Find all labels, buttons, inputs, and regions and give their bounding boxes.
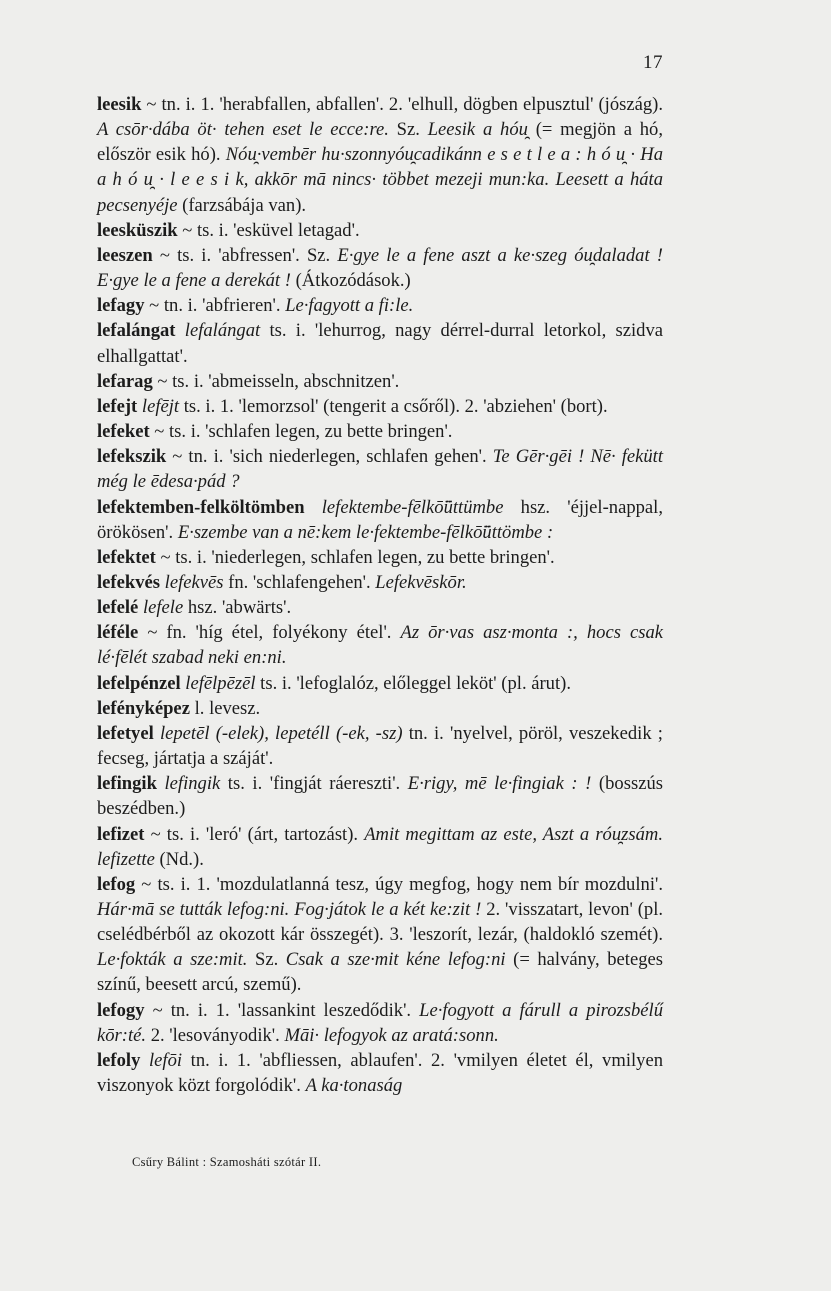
example-text: E·szembe van a nē:kem le·fektembe-fēlkō̈üttömbe : bbox=[177, 521, 554, 543]
headword: lefarag bbox=[97, 370, 153, 392]
headword: lefingik bbox=[97, 773, 157, 795]
example-text: Le·fagyott a fi:le. bbox=[285, 295, 414, 317]
definition-text: (bosszús beszédben.) bbox=[97, 773, 663, 820]
definition-text: ~ tn. i. 'sich niederlegen, schlafen gehen'. bbox=[166, 446, 493, 468]
definition-text: 2. 'lesoványodik'. bbox=[146, 1024, 285, 1046]
definition-text: ~ ts. i. 1. 'mozdulatlanná tesz, úgy megfog, hogy nem bír mozdulni'. bbox=[135, 873, 663, 895]
example-text: Az ōr·vas asz·monta :, hocs csak lé·fēlét szabad neki en:ni. bbox=[97, 622, 663, 669]
example-text: A ka·tonaság bbox=[305, 1075, 403, 1097]
dictionary-entry bbox=[97, 394, 663, 419]
example-text: E·rigy, mē le·fingiak : ! bbox=[407, 773, 592, 795]
headword: lefalángat bbox=[97, 320, 176, 342]
definition-text: ts. i. 'lehurrog, nagy dérrel-durral letorkol, szidva elhallgattat'. bbox=[97, 320, 663, 367]
headword: lefelpénzel bbox=[97, 672, 181, 694]
example-text: Nóu̯·vembēr hu·szonnyóu̯cadikánn e s e t l e a : h ó u̯ · Ha a h ó u̯ · l e e s i k, akkōr mā nincs· többet mezeji mun:ka. Leesett a háta pecsenyéje bbox=[97, 144, 663, 216]
headword: leesik bbox=[97, 94, 142, 115]
headword: lefeket bbox=[97, 421, 150, 443]
headword: léféle bbox=[97, 622, 139, 644]
dictionary-entry bbox=[97, 92, 663, 218]
definition-text: (Átkozódások.) bbox=[290, 270, 411, 292]
example-text: Hár·mā se tutták lefog:ni. Fog·játok le a két ke:zit ! bbox=[97, 899, 482, 920]
headword: lefelé bbox=[97, 597, 139, 619]
dictionary-entry bbox=[97, 545, 663, 570]
example-text: A csōr·dába öt· tehen eset le ecce:re. bbox=[97, 119, 389, 141]
definition-text: (= megjön a hó, először esik hó). bbox=[97, 119, 663, 166]
definition-text: ts. i. 'fingját ráereszti'. bbox=[220, 773, 408, 795]
definition-text: Sz. bbox=[247, 949, 286, 971]
dictionary-entry bbox=[97, 998, 663, 1048]
definition-text: hsz. 'abwärts'. bbox=[183, 597, 292, 619]
dictionary-entry bbox=[97, 570, 663, 595]
dictionary-entry bbox=[97, 1048, 663, 1098]
definition-text: ~ ts. i. 'abfressen'. Sz. bbox=[152, 244, 338, 266]
example-text: Leesik a hóu̯ bbox=[427, 119, 528, 141]
definition-text: ~ tn. i. 1. 'herabfallen, abfallen'. 2. 'elhull, dögben elpusztul' (jószág). bbox=[141, 94, 663, 115]
definition-text: (farzsábája van). bbox=[177, 194, 307, 216]
definition-text: ~ ts. i. 'niederlegen, schlafen legen, zu bette bringen'. bbox=[155, 546, 555, 568]
definition-text bbox=[140, 1050, 149, 1071]
definition-text: ~ ts. i. 'leró' (árt, tartozást). bbox=[144, 823, 365, 845]
example-text: Te Gēr·gēi ! Nē· fekütt még le ēdesa·pád ? bbox=[97, 446, 664, 493]
definition-text: l. levesz. bbox=[189, 697, 261, 719]
example-text: lefingik bbox=[164, 773, 221, 795]
headword: leesküszik bbox=[97, 219, 178, 241]
definition-text: ~ ts. i. 'abmeisseln, abschnitzen'. bbox=[152, 370, 400, 392]
example-text: lefektembe-fēlkō̈üttümbe bbox=[321, 496, 504, 518]
definition-text: ts. i. 'lefoglalóz, előleggel leköt' (pl. árut). bbox=[255, 672, 571, 694]
definition-text: (= halvány, beteges színű, beesett arcú, szemű). bbox=[97, 949, 663, 996]
definition-text: ~ tn. i. 1. 'lassankint leszedődik'. bbox=[144, 999, 420, 1021]
dictionary-entry bbox=[97, 771, 663, 821]
example-text: lepetēl (-elek), lepetéll (-ek, -sz) bbox=[159, 722, 403, 744]
definition-text bbox=[176, 320, 185, 341]
definition-text: tn. i. 1. 'abfliessen, ablaufen'. 2. 'vmilyen életet él, vmilyen viszonyok közt forgolódik'. bbox=[97, 1049, 663, 1097]
example-text: Csak a sze·mit kéne lefog:ni bbox=[285, 949, 506, 971]
headword: lefetyel bbox=[97, 722, 154, 744]
example-text: E·gye le a fene aszt a ke·szeg óu̯dаladat ! E·gye le a fene a derekát ! bbox=[97, 244, 663, 292]
dictionary-entry bbox=[97, 419, 663, 444]
headword: lefekszik bbox=[97, 446, 167, 468]
example-text: lefēlpēzēl bbox=[185, 672, 256, 694]
headword: lefektet bbox=[97, 546, 156, 568]
headword: lefényképez bbox=[97, 697, 190, 719]
example-text: lefekvēs bbox=[164, 571, 224, 593]
dictionary-entry bbox=[97, 822, 663, 872]
dictionary-entry bbox=[97, 495, 663, 545]
headword: lefektemben-felköltömben bbox=[97, 496, 305, 518]
dictionary-entry bbox=[97, 218, 663, 243]
dictionary-entry bbox=[97, 696, 663, 721]
dictionary-entry bbox=[97, 721, 663, 771]
example-text: Lefekvēskōr. bbox=[375, 571, 467, 593]
page-number: 17 bbox=[643, 52, 663, 73]
definition-text: (Nd.). bbox=[154, 848, 204, 870]
definition-text: ~ fn. 'híg étel, folyékony étel'. bbox=[138, 622, 401, 644]
dictionary-entry bbox=[97, 318, 663, 368]
definition-text: ts. i. 1. 'lemorzsol' (tengerit a csőről). 2. 'abziehen' (bort). bbox=[179, 395, 608, 417]
headword: lefejt bbox=[97, 395, 138, 417]
dictionary-entry bbox=[97, 595, 663, 620]
headword: lefizet bbox=[97, 823, 145, 845]
headword: lefekvés bbox=[97, 571, 160, 593]
page-footer: Csűry Bálint : Szamosháti szótár II. bbox=[132, 1155, 322, 1169]
headword: leeszen bbox=[97, 244, 153, 266]
dictionary-entry bbox=[97, 369, 663, 394]
example-text: lefele bbox=[142, 597, 184, 619]
example-text: Le·fokták a sze:mit. bbox=[97, 949, 248, 971]
dictionary-entry bbox=[97, 243, 663, 293]
headword: lefog bbox=[97, 873, 136, 895]
definition-text: tn. i. 'nyelvel, pöröl, veszekedik ; fecseg, jártatja a száját'. bbox=[97, 722, 663, 770]
example-text: lefōi bbox=[149, 1049, 183, 1071]
dictionary-entry bbox=[97, 620, 663, 670]
definition-text bbox=[305, 497, 322, 518]
definition-text: hsz. 'éjjel-nappal, örökösen'. bbox=[97, 496, 663, 543]
dictionary-entry bbox=[97, 872, 663, 998]
entry-column bbox=[97, 92, 663, 1098]
headword: lefagy bbox=[97, 295, 145, 317]
definition-text: ~ ts. i. 'esküvel letagad'. bbox=[177, 219, 360, 241]
definition-text: ~ ts. i. 'schlafen legen, zu bette bringen'. bbox=[149, 421, 453, 443]
definition-text: 2. 'visszatart, levon' (pl. cselédbérből az okozott kár összegét). 3. 'leszorít, lezár, (haldokló szemét). bbox=[97, 899, 664, 946]
definition-text: ~ tn. i. 'abfrieren'. bbox=[144, 295, 286, 317]
headword: lefogy bbox=[97, 999, 145, 1021]
dictionary-entry bbox=[97, 444, 663, 494]
dictionary-entry bbox=[97, 293, 663, 318]
example-text: lefējt bbox=[141, 395, 180, 417]
example-text: Amit megittam az este, Aszt a róu̯zsám. lefizette bbox=[97, 823, 663, 870]
example-text: lefalángat bbox=[184, 320, 261, 342]
example-text: Le·fogyott a fárull a pirozsbélű kōr:té. bbox=[97, 999, 663, 1046]
example-text: Māi· lefogyok az aratá:sonn. bbox=[284, 1024, 499, 1046]
definition-text: Sz. bbox=[388, 119, 428, 141]
headword: lefoly bbox=[97, 1049, 141, 1071]
dictionary-entry bbox=[97, 671, 663, 696]
definition-text: fn. 'schlafengehen'. bbox=[223, 571, 376, 593]
